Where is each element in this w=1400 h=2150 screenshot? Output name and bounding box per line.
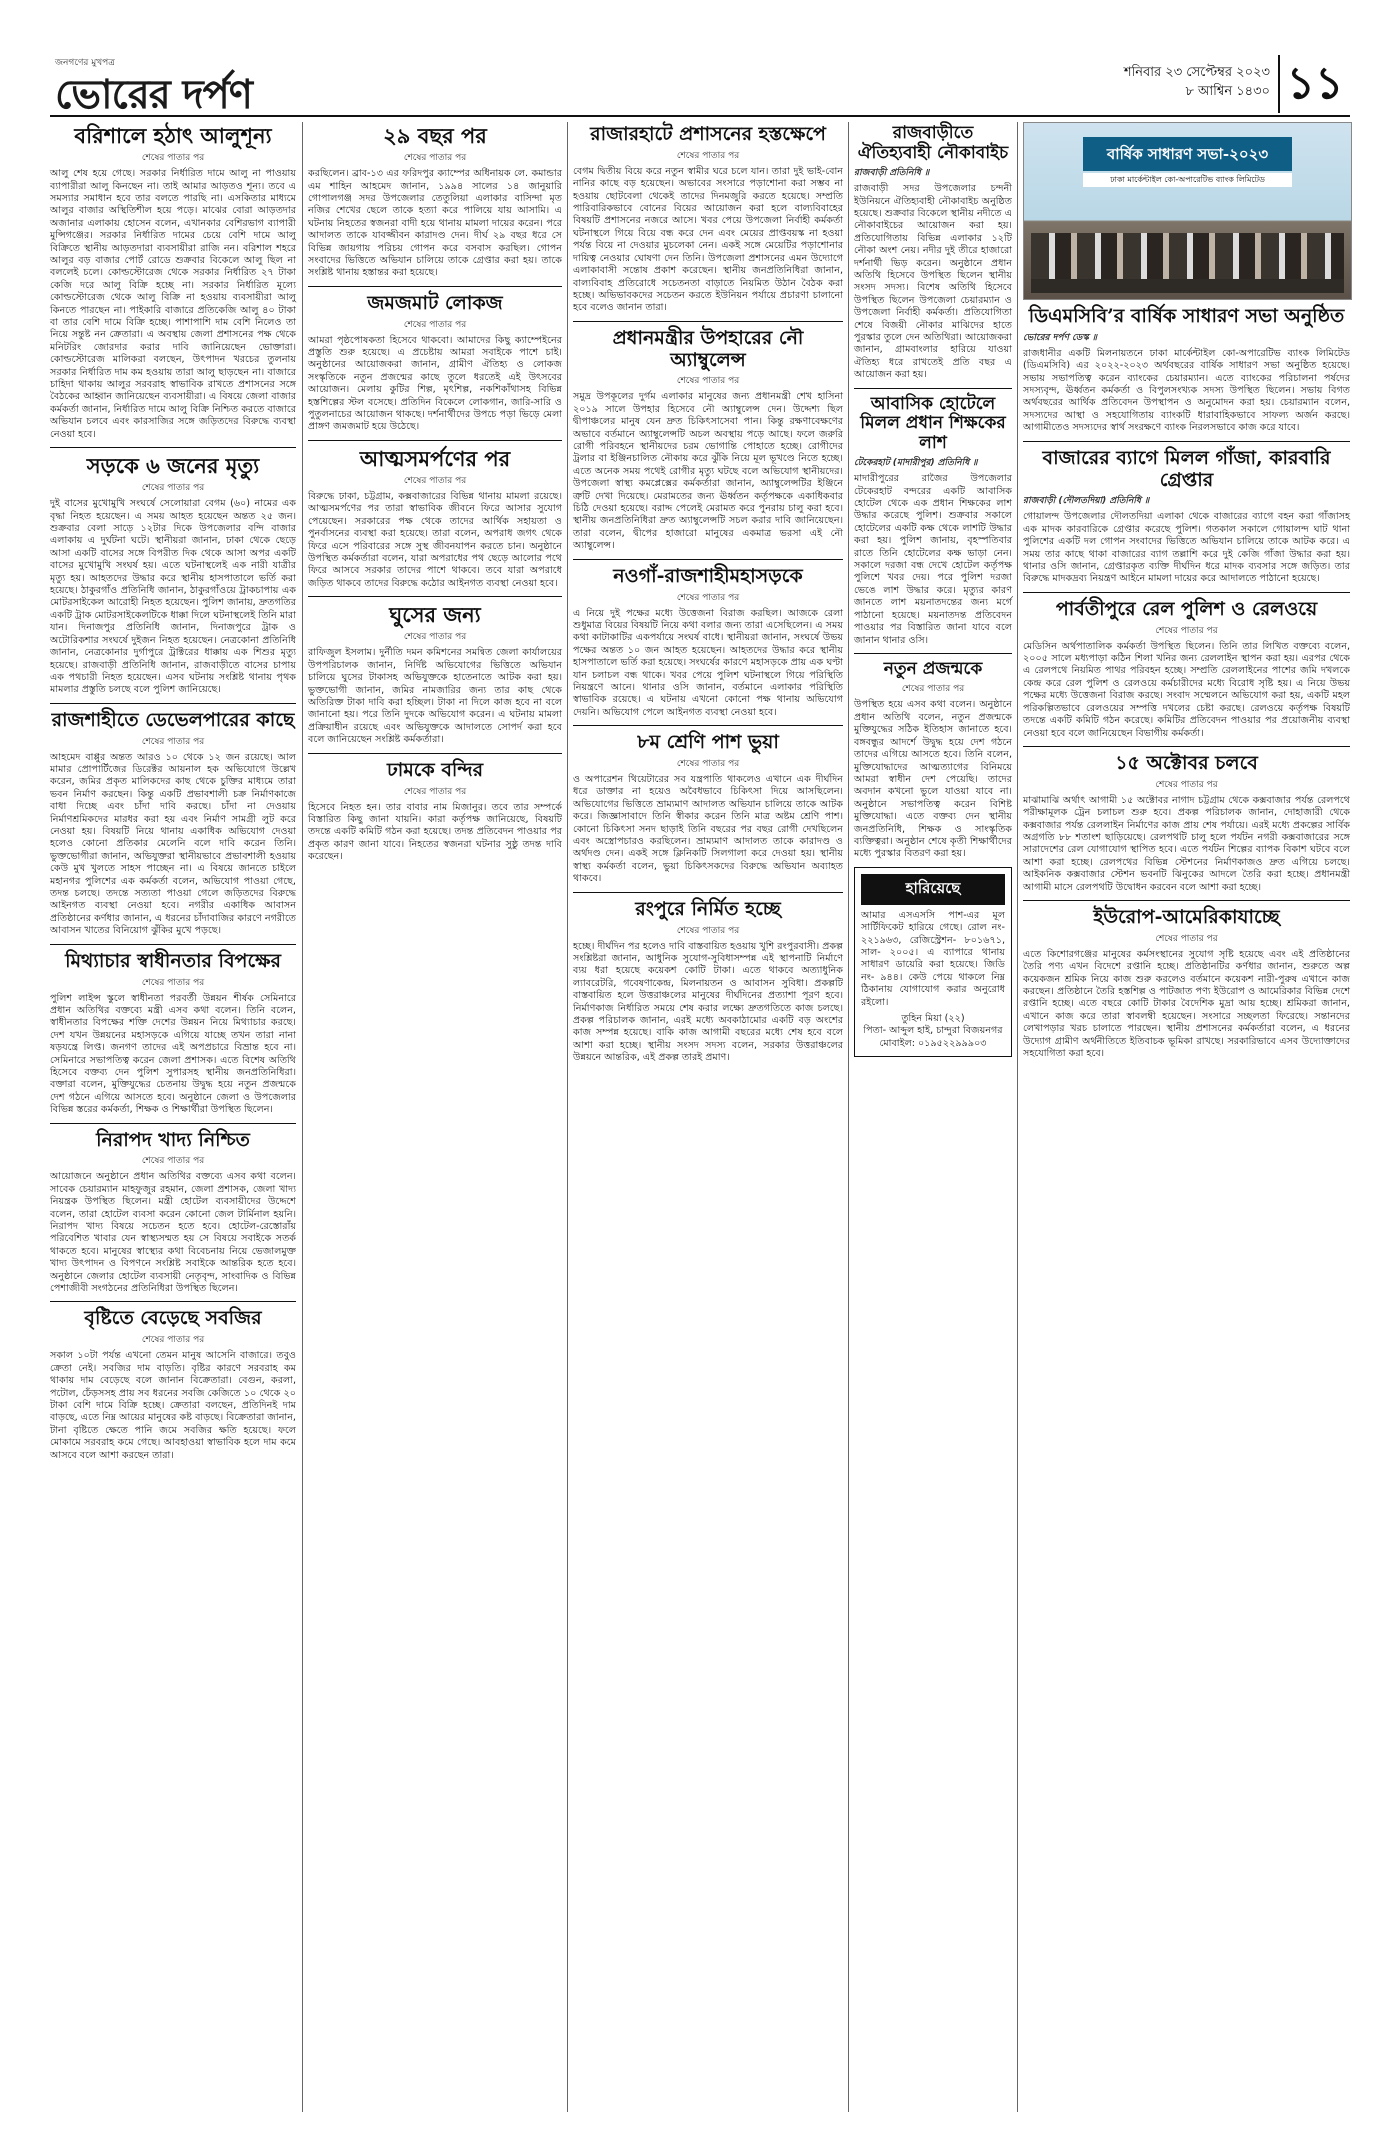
lost-notice-phone: মোবাইল: ০১৯৫২২৯৯৯০৩ (879, 1037, 987, 1049)
column-divider (1017, 122, 1018, 2112)
lost-notice-address: পিতা- আব্দুল হাই, চান্দুরা বিজয়নগর (863, 1025, 1003, 1037)
article-nirapad (50, 1130, 296, 1296)
article-ponero (1023, 753, 1350, 894)
article-body: হিসেবে নিহত হন। তার বাবার নাম মিজানুর। তবে তার সম্পর্কে বিস্তারিত কিছু জানা যায়নি। কারা কর্তৃপক্ষ জানিয়েছে, বিষয়টি তদন্তে একটি কমিটি গঠন করা হয়েছে। তদন্ত প্রতিবেদন পাওয়ার পর প্রকৃত কারণ জানা যাবে। নিহতের স্বজনরা ঘটনার সুষ্ঠু তদন্ত দাবি করেছেন। (308, 801, 562, 863)
article-divider (50, 1123, 296, 1124)
article-divider (573, 559, 843, 560)
article-divider (854, 388, 1012, 389)
article-body: আলু শেষ হয়ে গেছে। সরকার নির্ধারিত দামে আলু না পাওয়ায় ব্যাপারীরা আলু কিনছেন না। তাই আমার আড়তও শূন্য। তবে এ সমস্যার সমাধান হবে তার বলতে পারছি না। এসকিতার মাধ্যমে আলুর বাজার অস্থিতিশীল হয়ে পড়ে। মাঝের বোরা আড়তদার অজানার এলাকায় হোসেন বলেন, এখানকার বেশিরভাগ ব্যাপারী মুন্সিগঞ্জের। সরকার নির্ধারিত দামের চেয়ে বেশি দামে আলু বিক্রিতে স্থানীয় আড়তদারা ব্যবসায়ীরা রাজি নন। বরিশাল শহরে আলুর বড় বাজার পোর্ট রোডে শুক্রবার বিকেলে আলু ছিল না বললেই চলে। কোল্ডস্টোরেজ থেকে সরকার নির্ধারিত ২৭ টাকা কেজি দরে আলু বিক্রি হচ্ছে না। সরকার নির্ধারিত মূল্যে কোল্ডস্টোরেজ থেকে আলু বিক্রি না হওয়ায় ব্যবসায়ীরা আলু কিনতে পারছেন না। পাইকারি বাজারে প্রতিকেজি আলু ৪০ টাকা বা তার বেশি দামে বিক্রি হচ্ছে। পাশাপাশি দাম বেশি নিলেও তা নিয়ে সন্তুষ্ট নন ক্রেতারা। এ অবস্থায় জেলা প্রশাসনের পক্ষ থেকে মনিটরিং জোরদার করার দাবি জানিয়েছেন ভোক্তারা। কোল্ডস্টোরেজ মালিকরা বলছেন, উৎপাদন খরচের তুলনায় সরকার নির্ধারিত দাম কম হওয়ায় তারা আলু ছাড়ছেন না। বাজারে চাহিদা থাকায় আলুর সরবরাহ স্বাভাবিক রাখতে প্রশাসনের সঙ্গে বৈঠকের আহ্বান জানিয়েছেন ব্যবসায়ীরা। এ বিষয়ে জেলা বাজার কর্মকর্তা জানান, নির্ধারিত দামে আলু বিক্রি নিশ্চিত করতে বাজারে অভিযান চলবে এবং কারসাজির সঙ্গে জড়িতদের বিরুদ্ধে ব্যবস্থা নেওয়া হবে। (50, 168, 296, 440)
article-headline: আবাসিক হোটেলে মিলল প্রধান শিক্ষকের লাশ (860, 393, 1006, 453)
column-divider (567, 122, 568, 2112)
article-body: পুলিশ লাইন্স স্কুলে স্বাধীনতা পরবর্তী উন্নয়ন শীর্ষক সেমিনারে প্রধান অতিথির বক্তব্যে মন্ত্রী এসব কথা বলেন। তিনি বলেন, স্বাধীনতার বিপক্ষের শক্তি দেশের উন্নয়ন নিয়ে মিথ্যাচার করছে। দেশ যখন উন্নয়নের মহাসড়কে এগিয়ে যাচ্ছে তখন তারা নানা ষড়যন্ত্রে লিপ্ত। জনগণ তাদের এই অপপ্রচারে বিভ্রান্ত হবে না। সেমিনারে সভাপতিত্ব করেন জেলা প্রশাসক। এতে বিশেষ অতিথি হিসেবে বক্তব্য দেন পুলিশ সুপারসহ স্থানীয় জনপ্রতিনিধিরা। বক্তারা বলেন, মুক্তিযুদ্ধের চেতনায় উদ্বুদ্ধ হয়ে নতুন প্রজন্মকে দেশ গঠনে এগিয়ে আসতে হবে। অনুষ্ঠানে জেলা ও উপজেলার বিভিন্ন স্তরের কর্মকর্তা, শিক্ষক ও শিক্ষার্থীরা উপস্থিত ছিলেন। (50, 992, 296, 1116)
article-headline: রাজারহাটে প্রশাসনের হস্তক্ষেপে (590, 123, 826, 145)
lost-notice (854, 867, 1012, 1057)
article-body: আমরা পৃষ্ঠপোষকতা হিসেবে থাকবো। আমাদের কিছু ক্যাম্পেইনের প্রস্তুতি শুরু হয়েছে। এ প্রচেষ্টায় আমরা সবাইকে পাশে চাই। অনুষ্ঠানের আয়োজকরা জানান, গ্রামীণ ঐতিহ্য ও লোকজ সংস্কৃতিকে নতুন প্রজন্মের কাছে তুলে ধরতেই এই উৎসবের আয়োজন। মেলায় কুটির শিল্প, মৃৎশিল্প, নকশিকাঁথাসহ বিভিন্ন হস্তশিল্পের স্টল বসেছে। প্রতিদিন বিকেলে লোকগান, জারি-সারি ও পুতুলনাচের আয়োজন থাকছে। দর্শনার্থীদের উপচে পড়া ভিড়ে মেলা প্রাঙ্গণ জমজমাট হয়ে উঠেছে। (308, 334, 562, 433)
continued-label: শেষের পাতার পর (403, 632, 467, 643)
article-bazarer (1023, 448, 1350, 586)
article-divider (573, 725, 843, 726)
article-body: মাঝামাঝি অর্থাৎ আগামী ১৫ অক্টোবর নাগাদ চট্টগ্রাম থেকে কক্সবাজার পর্যন্ত রেলপথে পরীক্ষামূলক ট্রেন চলাচল শুরু হবে। প্রকল্প পরিচালক জানান, দোহাজারী থেকে কক্সবাজার পর্যন্ত রেললাইন নির্মাণের কাজ প্রায় শেষ পর্যায়ে। এরই মধ্যে প্রকল্পের সার্বিক অগ্রগতি ৮৮ শতাংশ ছাড়িয়েছে। রেলপথটি চালু হলে পর্যটন নগরী কক্সবাজারের সঙ্গে সারাদেশের রেল যোগাযোগ স্থাপিত হবে। এতে পর্যটন শিল্পের ব্যাপক বিকাশ ঘটবে বলে আশা করা হচ্ছে। রেলপথের বিভিন্ন স্টেশনের নির্মাণকাজও দ্রুত এগিয়ে চলছে। আইকনিক কক্সবাজার স্টেশন ভবনটি ঝিনুকের আদলে তৈরি করা হচ্ছে। প্রধানমন্ত্রী আগামী মাসে রেলপথটি উদ্বোধন করবেন বলে আশা করা হচ্ছে। (1023, 794, 1350, 893)
article-parbatipur (1023, 599, 1350, 740)
article-headline: আত্মসমর্পণের পর (359, 445, 511, 471)
photo-table (1031, 279, 1345, 293)
article-body: আয়োজনে অনুষ্ঠানে প্রধান অতিথির বক্তব্যে এসব কথা বলেন। সাবেক চেয়ারম্যান মাহফুজুর রহমান, জেলা প্রশাসক, জেলা খাদ্য নিয়ন্ত্রক উপস্থিত ছিলেন। মন্ত্রী হোটেল ব্যবসায়ীদের উদ্দেশে বলেন, তারা হোটেল ব্যবসা করেন কোনো জেল টার্মিনাল হয়নি। নিরাপদ খাদ্য বিষয়ে সচেতন হতে হবে। হোটেল-রেস্তোরাঁয় পরিবেশিত খাবার যেন স্বাস্থ্যসম্মত হয় সে বিষয়ে সবাইকে সতর্ক থাকতে হবে। মানুষের স্বাস্থ্যের কথা বিবেচনায় নিয়ে ভেজালমুক্ত খাদ্য উৎপাদন ও বিপণনে সংশ্লিষ্ট সবাইকে আন্তরিক হতে হবে। অনুষ্ঠানে জেলার হোটেল ব্যবসায়ী নেতৃবৃন্দ, সাংবাদিক ও বিভিন্ন পেশাজীবী সংগঠনের প্রতিনিধিরা উপস্থিত ছিলেন। (50, 1171, 296, 1295)
continued-label: শেষের পাতার পর (141, 736, 205, 747)
article-dhamke (308, 760, 562, 864)
continued-label: শেষের পাতার পর (1155, 933, 1218, 944)
article-headline: নওগাঁ-রাজশাহীমহাসড়কে (613, 564, 803, 587)
lost-notice-title: হারিয়েছে (861, 874, 1005, 905)
article-headline: ঘুসের জন্য (389, 602, 481, 628)
column-1 (50, 122, 296, 1468)
article-body: এ নিয়ে দুই পক্ষের মধ্যে উত্তেজনা বিরাজ করছিল। আজকে রেলা শুধুমাত্র বিয়ের বিষয়টি নিয়ে কথা বলার জন্য তারা এসেছিলেন। এ সময় কথা কাটাকাটির একপর্যায়ে সংঘর্ষ বাধে। স্থানীয়রা জানান, সংঘর্ষে উভয় পক্ষের অন্তত ১০ জন আহত হয়েছেন। আহতদের উদ্ধার করে স্থানীয় হাসপাতালে ভর্তি করা হয়েছে। সংঘর্ষের কারণে মহাসড়কে প্রায় এক ঘণ্টা যান চলাচল বন্ধ থাকে। খবর পেয়ে পুলিশ ঘটনাস্থলে গিয়ে পরিস্থিতি নিয়ন্ত্রণে আনে। থানার ওসি জানান, বর্তমানে এলাকার পরিস্থিতি স্বাভাবিক রয়েছে। এ ঘটনায় এখনো কোনো পক্ষ থানায় অভিযোগ দেয়নি। অভিযোগ পেলে আইনগত ব্যবস্থা নেওয়া হবে। (573, 607, 843, 718)
article-headline: ৮ম শ্রেণি পাশ ভুয়া (637, 731, 779, 754)
continued-label: শেষের পাতার পর (676, 376, 740, 387)
article-naogaon (573, 566, 843, 720)
continued-label: শেষের পাতার পর (141, 1335, 205, 1346)
continued-label: শেষের পাতার পর (676, 925, 740, 936)
photo-banner: বার্ষিক সাধারণ সভা-২০২৩ (1083, 137, 1292, 171)
article-sorok (50, 454, 296, 697)
article-divider (308, 596, 562, 597)
article-headline: মিথ্যাচার স্বাধীনতার বিপক্ষের (65, 949, 281, 972)
article-headline: সড়কে ৬ জনের মৃত্যু (86, 453, 260, 479)
newspaper-logo: ভোরের দর্পণ (55, 71, 252, 118)
article-body: বিরুদ্ধে ঢাকা, চট্টগ্রাম, কক্সবাজারের বিভিন্ন থানায় মামলা রয়েছে। আত্মসমর্পণের পর তারা স্বাভাবিক জীবনে ফিরে আসার সুযোগ পেয়েছেন। সরকারের পক্ষ থেকে তাদের আর্থিক সহায়তা ও পুনর্বাসনের ব্যবস্থা করা হয়েছে। তারা বলেন, অপরাধ জগৎ থেকে ফিরে এসে পরিবারের সঙ্গে সুস্থ জীবনযাপন করতে চান। অনুষ্ঠানে উপস্থিত কর্মকর্তারা বলেন, যারা অপরাধের পথ ছেড়ে আলোর পথে ফিরে আসবে সরকার তাদের পাশে থাকবে। তবে যারা অপরাধে জড়িত থাকবে তাদের বিরুদ্ধে কঠোর আইনগত ব্যবস্থা নেওয়া হবে। (308, 491, 562, 589)
column-3 (573, 122, 843, 1071)
column-5 (1023, 122, 1350, 1067)
date-bengali: ৮ আশ্বিন ১৪৩০ (1185, 84, 1270, 99)
page-content (50, 122, 1350, 2112)
page-number: ১১ (1278, 55, 1350, 113)
article-divider (50, 703, 296, 704)
article-headline: জমজমাট লোকজ (367, 291, 503, 314)
continued-label: শেষের পাতার পর (141, 153, 205, 164)
article-divider (50, 944, 296, 945)
article-pradhanmantri (573, 328, 843, 553)
continued-label: শেষের পাতার পর (676, 150, 740, 161)
article-divider (1023, 441, 1350, 442)
article-body: গোয়ালন্দ উপজেলার দৌলতদিয়া এলাকা থেকে বাজারের ব্যাগে বহন করা গাঁজাসহ এক মাদক কারবারিকে গ্রেপ্তার করেছে পুলিশ। গতকাল সকালে গোয়ালন্দ ঘাট থানা পুলিশের একটি দল গোপন সংবাদের ভিত্তিতে অভিযান চালিয়ে তাকে আটক করে। এ সময় তার কাছে থাকা বাজারের ব্যাগ তল্লাশি করে দুই কেজি গাঁজা উদ্ধার করা হয়। থানার ওসি জানান, গ্রেপ্তারকৃত ব্যক্তি দীর্ঘদিন ধরে মাদক ব্যবসার সঙ্গে জড়িত। তার বিরুদ্ধে মাদকদ্রব্য নিয়ন্ত্রণ আইনে মামলা দায়ের করে আদালতে পাঠানো হয়েছে। (1023, 511, 1350, 585)
article-body: করছিলেন। ব্রাব-১৩ এর ফরিদপুর ক্যাম্পের অধিনায়ক লে. কমান্ডার এম শাহিন আহমেদ জানান, ১৯৯৪ সালের ১৪ জানুয়ারি গোপালগঞ্জ সদর উপজেলার তেতুলিয়া এলাকার বাসিন্দা মৃত নজির শেখের ছেলে তাকে হত্যা করে পালিয়ে যায় আসামি। এ ঘটনায় নিহতের স্বজনরা বাদী হয়ে থানায় মামলা দায়ের করেন। পরে আদালত তাকে যাবজ্জীবন কারাদণ্ড দেন। দীর্ঘ ২৯ বছর ধরে সে বিভিন্ন জায়গায় পরিচয় গোপন করে বসবাস করছিল। গোপন সংবাদের ভিত্তিতে অভিযান চালিয়ে তাকে গ্রেপ্তার করা হয়। তাকে সংশ্লিষ্ট থানায় হস্তান্তর করা হয়েছে। (308, 168, 562, 279)
article-body: হচ্ছে। দীর্ঘদিন পর হলেও দাবি বাস্তবায়িত হওয়ায় খুশি রংপুরবাসী। প্রকল্প সংশ্লিষ্টরা জানান, আধুনিক সুযোগ-সুবিধাসম্পন্ন এই স্থাপনাটি নির্মাণে ব্যয় ধরা হয়েছে কয়েকশ কোটি টাকা। এতে থাকবে অত্যাধুনিক ল্যাবরেটরি, গবেষণাকেন্দ্র, মিলনায়তন ও আবাসন সুবিধা। প্রকল্পটি বাস্তবায়িত হলে উত্তরাঞ্চলের মানুষের দীর্ঘদিনের প্রত্যাশা পূরণ হবে। নির্মাণকাজ নির্ধারিত সময়ে শেষ করার লক্ষ্যে দ্রুতগতিতে কাজ চলছে। প্রকল্প পরিচালক জানান, এরই মধ্যে অবকাঠামোর একটি বড় অংশের কাজ সম্পন্ন হয়েছে। বাকি কাজ আগামী বছরের মধ্যে শেষ হবে বলে আশা করা হচ্ছে। স্থানীয় সংসদ সদস্য বলেন, সরকার উত্তরাঞ্চলের উন্নয়নে আন্তরিক, এই প্রকল্প তারই প্রমাণ। (573, 940, 843, 1064)
article-divider (573, 892, 843, 893)
article-body: ও অপারেশন থিয়েটারের সব যন্ত্রপাতি থাকলেও এখানে এক দীর্ঘদিন ধরে ডাক্তার না হয়েও অবৈধভাবে চিকিৎসা দিয়ে আসছিলেন। অভিযোগের ভিত্তিতে ভ্রাম্যমাণ আদালত অভিযান চালিয়ে তাকে আটক করে। জিজ্ঞাসাবাদে তিনি স্বীকার করেন তিনি মাত্র অষ্টম শ্রেণি পাশ। কোনো চিকিৎসা সনদ ছাড়াই তিনি বছরের পর বছর রোগী দেখছিলেন এবং অস্ত্রোপচারও করছিলেন। ভ্রাম্যমাণ আদালত তাকে কারাদণ্ড ও অর্থদণ্ড দেন। একই সঙ্গে ক্লিনিকটি সিলগালা করে দেওয়া হয়। স্থানীয় স্বাস্থ্য কর্মকর্তা বলেন, ভুয়া চিকিৎসকদের বিরুদ্ধে অভিযান অব্যাহত থাকবে। (573, 774, 843, 885)
article-body: রাজবাড়ী সদর উপজেলার চন্দনী ইউনিয়নে ঐতিহ্যবাহী নৌকাবাইচ অনুষ্ঠিত হয়েছে। শুক্রবার বিকেলে স্থানীয় নদীতে এ নৌকাবাইচের আয়োজন করা হয়। প্রতিযোগিতায় বিভিন্ন এলাকার ১২টি নৌকা অংশ নেয়। নদীর দুই তীরে হাজারো দর্শনার্থী ভিড় করেন। অনুষ্ঠানে প্রধান অতিথি হিসেবে উপস্থিত ছিলেন স্থানীয় সংসদ সদস্য। বিশেষ অতিথি হিসেবে উপস্থিত ছিলেন উপজেলা চেয়ারম্যান ও উপজেলা নির্বাহী কর্মকর্তা। প্রতিযোগিতা শেষে বিজয়ী নৌকার মাঝিদের হাতে পুরস্কার তুলে দেন অতিথিরা। আয়োজকরা জানান, গ্রামবাংলার হারিয়ে যাওয়া ঐতিহ্য ধরে রাখতেই প্রতি বছর এ আয়োজন করা হয়। (854, 183, 1012, 381)
continued-label: শেষের পাতার পর (901, 684, 965, 695)
agm-photo (1023, 122, 1352, 300)
article-body: মেডিসিন অর্থপাতালিক কর্মকর্তা উপস্থিত ছিলেন। তিনি তার লিখিত বক্তব্যে বলেন, ২০০৫ সালে মধ্যপাড়া কঠিন শিলা খনির জন্য রেললাইন স্থাপন করা হয়। এরপর থেকে এ রেলপথে নিয়মিত পাথর পরিবহন হচ্ছে। সম্প্রতি রেললাইনের পাশের জমি দখলকে কেন্দ্র করে রেল পুলিশ ও রেলওয়ে কর্মচারীদের মধ্যে বিরোধ সৃষ্টি হয়। এ নিয়ে উভয় পক্ষের মধ্যে উত্তেজনা বিরাজ করছে। সংবাদ সম্মেলনে অভিযোগ করা হয়, একটি মহল পরিকল্পিতভাবে রেলওয়ের সম্পত্তি দখলের চেষ্টা করছে। রেলওয়ে কর্তৃপক্ষ বিষয়টি তদন্তে একটি কমিটি গঠন করেছে। কমিটির প্রতিবেদন পাওয়ার পর প্রয়োজনীয় ব্যবস্থা নেওয়া হবে বলে জানিয়েছেন বিভাগীয় কর্মকর্তা। (1023, 640, 1350, 739)
column-divider (848, 122, 849, 2112)
article-headline: ২৯ বছর পর (383, 123, 487, 148)
date-gregorian: শনিবার ২৩ সেপ্টেম্বর ২০২৩ (1123, 65, 1270, 80)
article-headline: ঢামকে বন্দির (386, 758, 484, 781)
article-jomjomat (308, 293, 562, 434)
photo-subtitle: ঢাকা মার্কেন্টাইল কো-অপারেটিভ ব্যাংক লিমিটেড (1083, 173, 1292, 187)
article-body: উপস্থিত হয়ে এসব কথা বলেন। অনুষ্ঠানে প্রধান অতিথি বলেন, নতুন প্রজন্মকে মুক্তিযুদ্ধের সঠিক ইতিহাস জানাতে হবে। বঙ্গবন্ধুর আদর্শে উদ্বুদ্ধ হয়ে দেশ গঠনে তাদের এগিয়ে আসতে হবে। তিনি বলেন, মুক্তিযোদ্ধাদের আত্মত্যাগের বিনিময়ে আমরা স্বাধীন দেশ পেয়েছি। তাদের অবদান কখনো ভুলে যাওয়া যাবে না। অনুষ্ঠানে সভাপতিত্ব করেন বিশিষ্ট মুক্তিযোদ্ধা। এতে বক্তব্য দেন স্থানীয় জনপ্রতিনিধি, শিক্ষক ও সাংস্কৃতিক ব্যক্তিত্বরা। অনুষ্ঠান শেষে কৃতী শিক্ষার্থীদের মধ্যে পুরস্কার বিতরণ করা হয়। (854, 699, 1012, 860)
article-rajarhat (573, 124, 843, 315)
lost-notice-name: তুহিন মিয়া (২২) (901, 1013, 965, 1024)
continued-label: শেষের পাতার পর (403, 153, 467, 164)
article-headline: নিরাপদ খাদ্য নিশ্চিত (96, 1128, 250, 1151)
article-byline: রাজবাড়ী প্রতিনিধি ॥ (854, 168, 930, 179)
article-rajshahi (50, 710, 296, 938)
continued-label: শেষের পাতার পর (676, 592, 740, 603)
article-headline: রাজবাড়ীতে ঐতিহ্যবাহী নৌকাবাইচ (857, 123, 1009, 163)
article-byline: রাজবাড়ী (দৌলতদিয়া) প্রতিনিধি ॥ (1023, 496, 1150, 507)
column-divider (302, 122, 303, 2112)
article-headline: ১৫ অক্টোবর চলবে (1115, 751, 1258, 774)
issue-date (1124, 63, 1270, 101)
article-headline: ডিএমসিবি’র বার্ষিক সাধারণ সভা অনুষ্ঠিত (1028, 305, 1345, 327)
article-notun (854, 660, 1012, 861)
article-ashtom (573, 732, 843, 886)
article-body: সকাল ১০টা পর্যন্ত এখনো তেমন মানুষ আসেনি বাজারে। তবুও ক্রেতা নেই। সবজির দাম বাড়তি। বৃষ্টির কারণে সরবরাহ কম থাকায় দাম বেড়েছে বলে জানান বিক্রেতারা। বেগুন, করলা, পটোল, ঢেঁড়সসহ প্রায় সব ধরনের সবজি কেজিতে ১০ থেকে ২০ টাকা বেশি দামে বিক্রি হচ্ছে। ক্রেতারা বলছেন, প্রতিদিনই দাম বাড়ছে, এতে নিম্ন আয়ের মানুষের কষ্ট বাড়ছে। বিক্রেতারা জানান, টানা বৃষ্টিতে ক্ষেতে পানি জমে সবজির ক্ষতি হয়েছে। ফলে মোকামে সরবরাহ কমে গেছে। আবহাওয়া স্বাভাবিক হলে দাম কমে আসবে বলে আশা করছেন তারা। (50, 1350, 296, 1461)
article-divider (50, 447, 296, 448)
continued-label: শেষের পাতার পর (403, 786, 467, 797)
article-headline: নতুন প্রজন্মকে (883, 658, 983, 679)
continued-label: শেষের পাতার পর (141, 1156, 205, 1167)
article-dms (1023, 306, 1350, 435)
article-divider (1023, 900, 1350, 901)
article-headline: রংপুরে নির্মিত হচ্ছে (635, 897, 781, 920)
article-headline: পার্বতীপুরে রেল পুলিশ ও রেলওয়ে (1055, 597, 1318, 620)
article-abasik (854, 395, 1012, 647)
column-4 (854, 122, 1012, 1057)
article-divider (1023, 746, 1350, 747)
article-rangpur (573, 899, 843, 1065)
article-body: রাফিজুল ইসলাম। দুর্নীতি দমন কমিশনের সমন্বিত জেলা কার্যালয়ের উপপরিচালক জানান, নির্দিষ্ট অভিযোগের ভিত্তিতে অভিযান চালিয়ে ঘুসের টাকাসহ অভিযুক্তকে হাতেনাতে আটক করা হয়। ভুক্তভোগী জানান, জমির নামজারির জন্য তার কাছ থেকে অতিরিক্ত টাকা দাবি করা হচ্ছিল। টাকা না দিলে কাজ হবে না বলে জানানো হয়। পরে তিনি দুদকে অভিযোগ করেন। এ ঘটনায় মামলা প্রক্রিয়াধীন রয়েছে এবং অভিযুক্তকে আদালতে সোপর্দ করা হবে বলে জানিয়েছেন সংশ্লিষ্ট কর্মকর্তারা। (308, 647, 562, 746)
article-headline: বৃষ্টিতে বেড়েছে সবজির (84, 1307, 262, 1330)
masthead-tagline: জনগণের মুখপত্র (55, 58, 115, 68)
article-body: দুই বাসের মুখোমুখি সংঘর্ষে সেলোয়ারা বেগম (৬০) নামের এক বৃদ্ধা নিহত হয়েছেন। এ সময় আহত হয়েছেন অন্তত ২৫ জন। শুক্রবার বেলা সাড়ে ১২টার দিকে উপজেলার বন্দি বাজার এলাকায় এ দুর্ঘটনা ঘটে। স্থানীয়রা জানান, ঢাকা থেকে ছেড়ে আসা একটি বাসের সঙ্গে বিপরীত দিক থেকে আসা অপর একটি বাসের মুখোমুখি সংঘর্ষ হয়। এতে ঘটনাস্থলেই এক নারী যাত্রীর মৃত্যু হয়। আহতদের উদ্ধার করে স্থানীয় হাসপাতালে ভর্তি করা হয়েছে। ঠাকুরগাঁও প্রতিনিধি জানান, ঠাকুরগাঁওয়ে ট্রাকচাপায় এক মোটরসাইকেল আরোহী নিহত হয়েছেন। পুলিশ জানায়, দ্রুতগতির একটি ট্রাক মোটরসাইকেলটিকে ধাক্কা দিলে ঘটনাস্থলেই তিনি মারা যান। দিনাজপুর প্রতিনিধি জানান, দিনাজপুরে ট্রাক ও অটোরিকশার সংঘর্ষে দুইজন নিহত হয়েছেন। নেত্রকোনা প্রতিনিধি জানান, নেত্রকোনার দুর্গাপুরে ট্রাক্টরের ধাক্কায় এক শিশুর মৃত্যু হয়েছে। রাজবাড়ী প্রতিনিধি জানান, রাজবাড়ীতে বাসের চাপায় এক পথচারী নিহত হয়েছেন। এসব ঘটনায় সংশ্লিষ্ট থানায় পৃথক মামলার প্রস্তুতি চলছে বলে পুলিশ জানিয়েছে। (50, 498, 296, 696)
article-atmasamarpan (308, 447, 562, 590)
article-divider (308, 440, 562, 441)
article-byline: ভোরের দর্পণ ডেস্ক ॥ (1023, 332, 1098, 343)
article-headline: প্রধানমন্ত্রীর উপহারের নৌ অ্যাম্বুলেন্স (612, 326, 804, 371)
article-body: মাদারীপুরের রাজৈর উপজেলার টেকেরহাট বন্দরের একটি আবাসিক হোটেল থেকে এক প্রধান শিক্ষকের লাশ উদ্ধার করেছে পুলিশ। শুক্রবার সকালে হোটেলের একটি কক্ষ থেকে লাশটি উদ্ধার করা হয়। পুলিশ জানায়, বৃহস্পতিবার রাতে তিনি হোটেলের কক্ষ ভাড়া নেন। সকালে দরজা বন্ধ দেখে হোটেল কর্তৃপক্ষ পুলিশে খবর দেয়। পরে পুলিশ দরজা ভেঙে লাশ উদ্ধার করে। মৃত্যুর কারণ জানতে লাশ ময়নাতদন্তের জন্য মর্গে পাঠানো হয়েছে। ময়নাতদন্ত প্রতিবেদন পাওয়ার পর বিস্তারিত জানা যাবে বলে জানান থানার ওসি। (854, 473, 1012, 646)
article-unattis (308, 124, 562, 280)
article-mithyachar (50, 951, 296, 1117)
article-body: বেগম দ্বিতীয় বিয়ে করে নতুন স্বামীর ঘরে চলে যান। তারা দুই ভাই-বোন নানির কাছে বড় হয়েছেন। অভাবের সংসারে পড়াশোনা করা সম্ভব না হওয়ায় ছোটবেলা থেকেই তাদের দিনমজুরি করতে হয়েছে। সম্প্রতি পারিবারিকভাবে বোনের বিয়ের আয়োজন করা হলে বাল্যবিবাহের বিষয়টি প্রশাসনের নজরে আসে। খবর পেয়ে উপজেলা নির্বাহী কর্মকর্তা ঘটনাস্থলে গিয়ে বিয়ে বন্ধ করে দেন এবং মেয়ের প্রাপ্তবয়স্ক না হওয়া পর্যন্ত বিয়ে না দেওয়ার মুচলেকা নেন। একই সঙ্গে মেয়েটির পড়াশোনার দায়িত্ব নেওয়ার ঘোষণা দেন তিনি। উপজেলা প্রশাসনের এমন উদ্যোগে এলাকাবাসী সন্তোষ প্রকাশ করেছেন। স্থানীয় জনপ্রতিনিধিরা জানান, বাল্যবিবাহ প্রতিরোধে সচেতনতা বাড়াতে নিয়মিত উঠান বৈঠক করা হচ্ছে। অভিভাবকদের সচেতন করতে ইউনিয়ন পর্যায়ে প্রচারণা চালানো হবে বলেও জানান তারা। (573, 165, 843, 314)
article-body: রাজধানীর একটি মিলনায়তনে ঢাকা মার্কেন্টাইল কো-অপারেটিভ ব্যাংক লিমিটেড (ডিএমসিবি) এর ২০২২-২০২৩ অর্থবছরের বার্ষিক সাধারণ সভা অনুষ্ঠিত হয়েছে। সভায় সভাপতিত্ব করেন ব্যাংকের চেয়ারম্যান। এতে ব্যাংকের পরিচালনা পর্ষদের সদস্যবৃন্দ, ঊর্ধ্বতন কর্মকর্তা ও বিপুলসংখ্যক সদস্য উপস্থিত ছিলেন। সভায় বিগত অর্থবছরের আর্থিক প্রতিবেদন উপস্থাপন ও অনুমোদন করা হয়। চেয়ারম্যান বলেন, সদস্যদের আস্থা ও সহযোগিতায় ব্যাংকটি ধারাবাহিকভাবে সাফল্য অর্জন করছে। আগামীতেও সদস্যদের স্বার্থ সংরক্ষণে ব্যাংক নিরলসভাবে কাজ করে যাবে। (1023, 347, 1350, 434)
article-byline: টেকেরহাট (মাদারীপুর) প্রতিনিধি ॥ (854, 458, 978, 469)
article-body: আহমেদ বাপ্পুর অন্তত আরও ১০ থেকে ১২ জন রয়েছে। আল মামার প্রোপার্টিজের ডিরেক্টর আয়নাল হক অভিযোগে উল্লেখ করেন, জমির প্রকৃত মালিকদের কাছ থেকে চুক্তির মাধ্যমে তারা ভবন নির্মাণ করছেন। কিন্তু একটি প্রভাবশালী চক্র নির্মাণকাজে বাধা দিচ্ছে এবং চাঁদা দাবি করছে। চাঁদা না দেওয়ায় নির্মাণশ্রমিকদের মারধর করা হয় এবং নির্মাণ সামগ্রী লুট করে নেওয়া হয়। বিষয়টি নিয়ে থানায় একাধিক অভিযোগ দেওয়া হলেও কোনো প্রতিকার মেলেনি বলে দাবি করেন তিনি। ভুক্তভোগীরা জানান, অভিযুক্তরা স্থানীয়ভাবে প্রভাবশালী হওয়ায় কেউ মুখ খুলতে সাহস পাচ্ছেন না। এ বিষয়ে জানতে চাইলে মহানগর পুলিশের এক কর্মকর্তা বলেন, অভিযোগ পাওয়া গেছে, তদন্ত চলছে। তদন্তে সত্যতা পাওয়া গেলে জড়িতদের বিরুদ্ধে আইনগত ব্যবস্থা নেওয়া হবে। নগরীর একাধিক আবাসন প্রতিষ্ঠানের কর্ণধার জানান, এ ধরনের চাঁদাবাজির কারণে নগরীতে আবাসন খাতের বিনিয়োগ ঝুঁকির মুখে পড়ছে। (50, 751, 296, 937)
article-body: এতে কিশোরগঞ্জের মানুষের কর্মসংস্থানের সুযোগ সৃষ্টি হয়েছে এবং এই প্রতিষ্ঠানের তৈরি পণ্য এখন বিদেশে রপ্তানি হচ্ছে। প্রতিষ্ঠানটির কর্ণধার জানান, শুরুতে অল্প কয়েকজন শ্রমিক নিয়ে কাজ শুরু করলেও বর্তমানে কয়েকশ নারী-পুরুষ এখানে কাজ করছেন। প্রতিষ্ঠানে তৈরি হস্তশিল্প ও পাটজাত পণ্য ইউরোপ ও আমেরিকার বিভিন্ন দেশে রপ্তানি হচ্ছে। এতে বছরে কোটি টাকার বৈদেশিক মুদ্রা আয় হচ্ছে। শ্রমিকরা জানান, এখানে কাজ করে তারা স্বাবলম্বী হয়েছেন। সংসারে সচ্ছলতা ফিরেছে। সন্তানদের লেখাপড়ার খরচ চালাতে পারছেন। স্থানীয় প্রশাসনের কর্মকর্তারা বলেন, এ ধরনের উদ্যোগ গ্রামীণ অর্থনীতিতে ইতিবাচক ভূমিকা রাখছে। সরকারিভাবে এসব উদ্যোক্তাদের সহযোগিতা করা হবে। (1023, 948, 1350, 1060)
article-brishti (50, 1308, 296, 1462)
article-headline: বাজারের ব্যাগে মিলল গাঁজা, কারবারি গ্রেপ্তার (1042, 446, 1331, 491)
column-2 (308, 122, 562, 870)
article-divider (573, 321, 843, 322)
continued-label: শেষের পাতার পর (1155, 625, 1218, 636)
article-ghush (308, 603, 562, 746)
masthead (50, 55, 1350, 117)
article-divider (50, 1301, 296, 1302)
continued-label: শেষের পাতার পর (403, 319, 467, 330)
article-headline: রাজশাহীতে ডেভেলপারের কাছে (51, 708, 295, 731)
article-divider (854, 653, 1012, 654)
lost-notice-body: আমার এসএসসি পাশ-এর মূল সার্টিফিকেট হারিয়ে গেছে। রোল নং- ২২১৯৬৩, রেজিস্ট্রেশন- ৮০১৬৭১, সাল- ২০০৫। এ ব্যাপারে থানায় সাধারণ ডায়েরি করা হয়েছে। জিডি নং- ৯৪৪। কেউ পেয়ে থাকলে নিম্ন ঠিকানায় যোগাযোগ করার অনুরোধ রইলো। (861, 909, 1005, 1008)
article-europe (1023, 907, 1350, 1061)
continued-label: শেষের পাতার পর (676, 759, 740, 770)
article-barishal (50, 124, 296, 441)
article-headline: ইউরোপ-আমেরিকাযাচ্ছে (1093, 906, 1280, 928)
article-divider (1023, 592, 1350, 593)
article-headline: বরিশালে হঠাৎ আলুশূন্য (74, 123, 272, 148)
photo-attendees (1031, 233, 1345, 279)
article-rajbari (854, 124, 1012, 382)
article-body: সমুদ্র উপকূলের দুর্গম এলাকার মানুষের জন্য প্রধানমন্ত্রী শেখ হাসিনা ২০১৯ সালে উপহার হিসেবে নৌ অ্যাম্বুলেন্স দেন। উদ্দেশ্য ছিল দ্বীপাঞ্চলের মানুষ যেন দ্রুত চিকিৎসাসেবা পান। কিন্তু রক্ষণাবেক্ষণের অভাবে বর্তমানে অ্যাম্বুলেন্সটি অচল অবস্থায় পড়ে আছে। ফলে জরুরি রোগী পরিবহনে স্থানীয়দের চরম ভোগান্তি পোহাতে হচ্ছে। রোগীদের ট্রলার বা ইঞ্জিনচালিত নৌকায় করে ঝুঁকি নিয়ে মূল ভূখণ্ডে নিতে হচ্ছে। এতে অনেক সময় পথেই রোগীর মৃত্যু ঘটছে বলে অভিযোগ স্থানীয়দের। উপজেলা স্বাস্থ্য কমপ্লেক্সের কর্মকর্তারা জানান, অ্যাম্বুলেন্সটির ইঞ্জিনে ত্রুটি দেখা দিয়েছে। মেরামতের জন্য ঊর্ধ্বতন কর্তৃপক্ষকে একাধিকবার চিঠি দেওয়া হয়েছে। বরাদ্দ পেলেই মেরামত করে পুনরায় চালু করা হবে। স্থানীয় জনপ্রতিনিধিরা দ্রুত অ্যাম্বুলেন্সটি সচল করার দাবি জানিয়েছেন। তারা বলেন, দ্বীপের হাজারো মানুষের একমাত্র ভরসা এই নৌ অ্যাম্বুলেন্স। (573, 391, 843, 552)
continued-label: শেষের পাতার পর (403, 476, 467, 487)
continued-label: শেষের পাতার পর (141, 483, 205, 494)
continued-label: শেষের পাতার পর (1155, 779, 1218, 790)
continued-label: শেষের পাতার পর (141, 977, 205, 988)
article-divider (308, 753, 562, 754)
article-divider (308, 286, 562, 287)
